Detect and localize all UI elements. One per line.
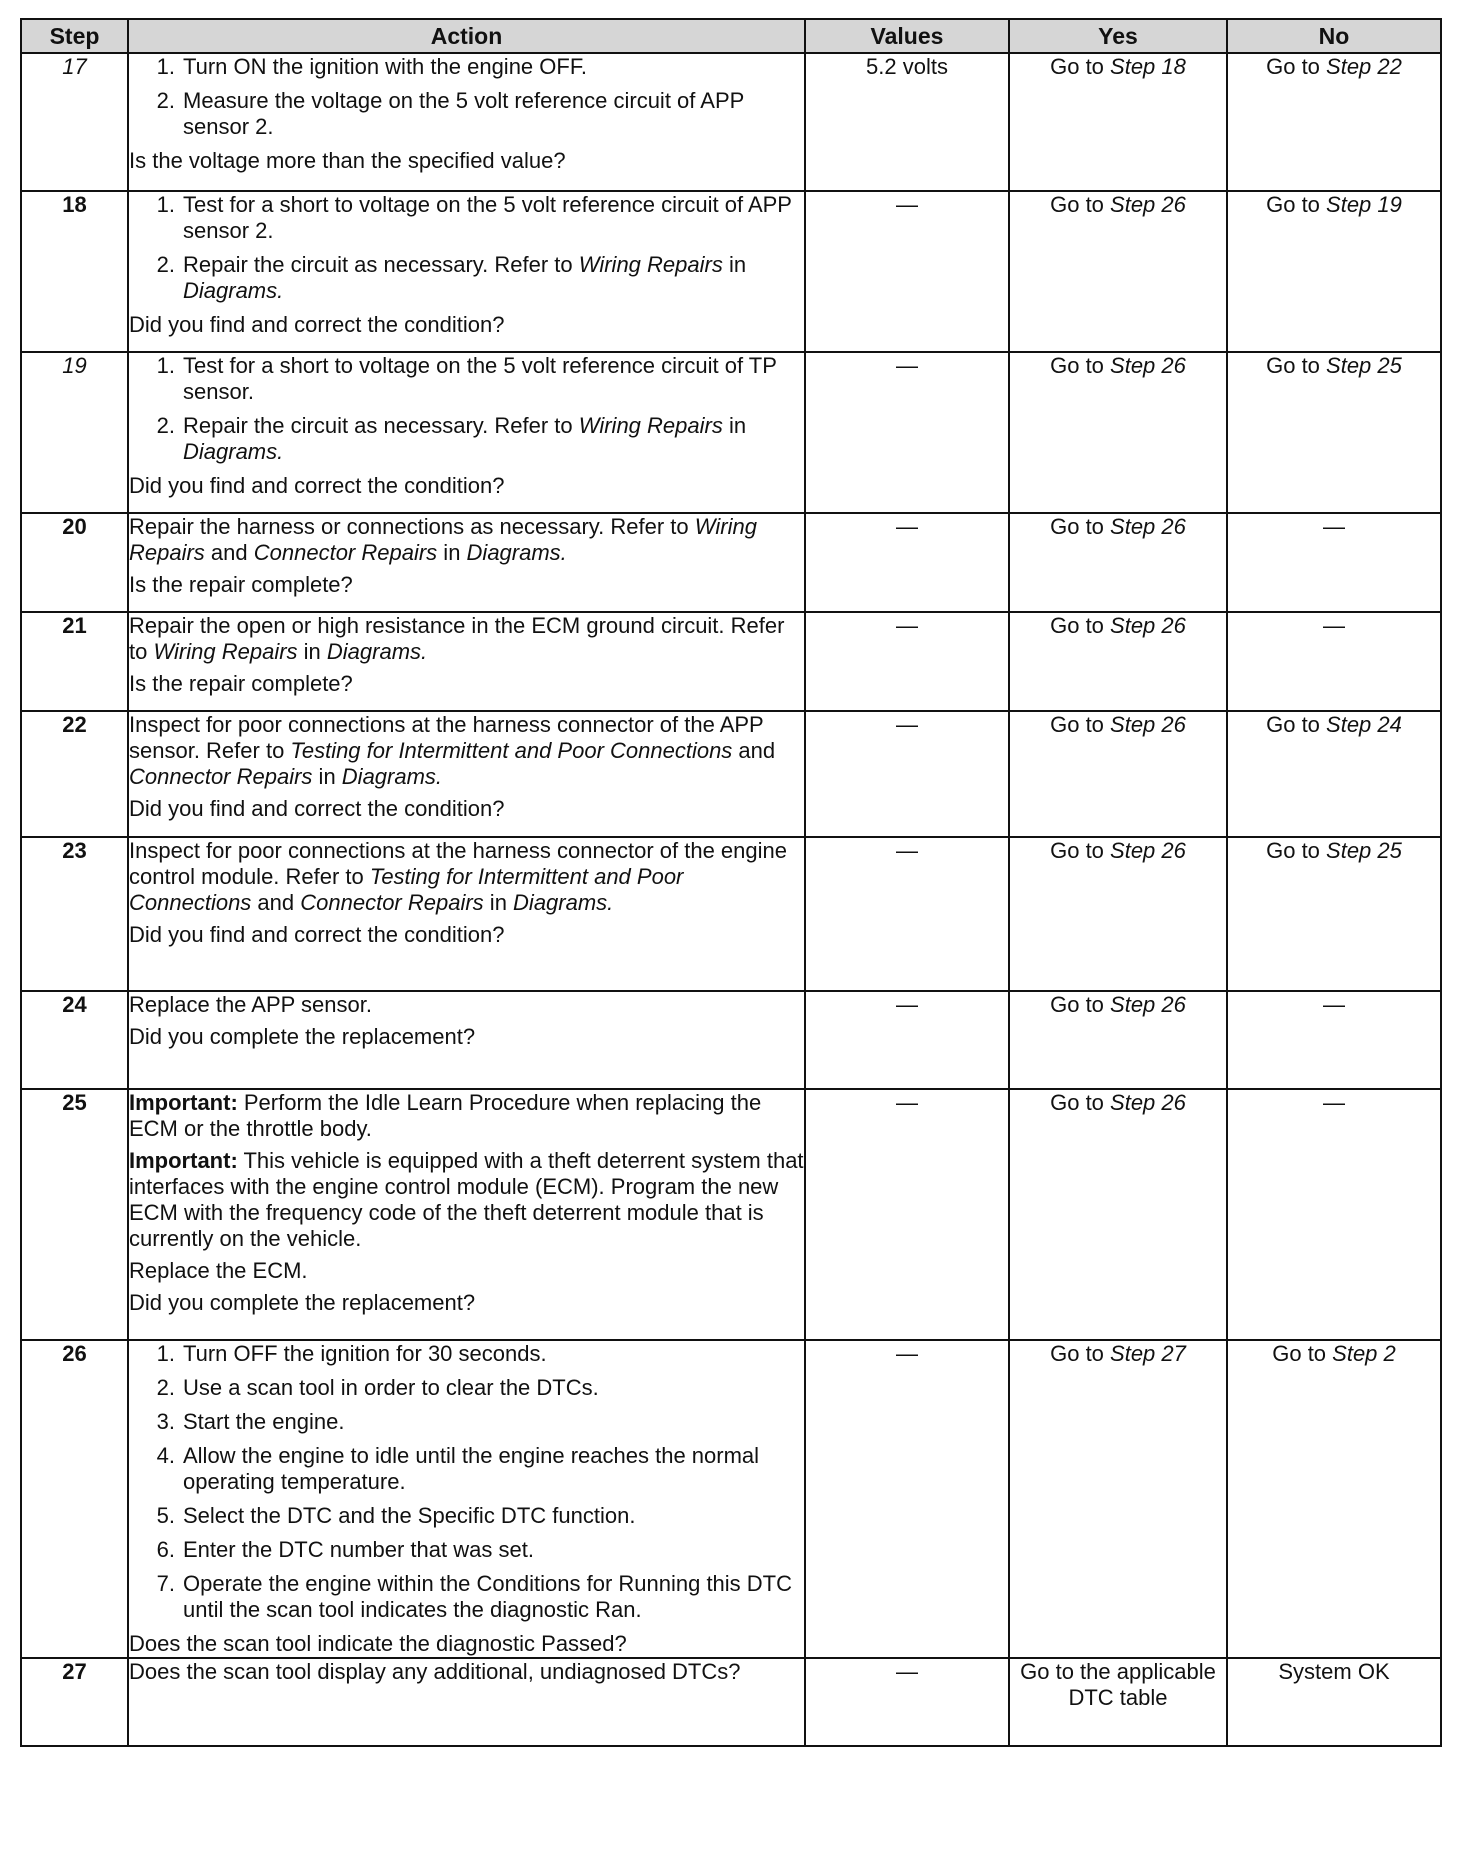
- action-cell: [128, 1658, 805, 1746]
- header-step: Step: [21, 19, 128, 53]
- yes-cell: Go to the applicable DTC table: [1009, 1658, 1227, 1746]
- yes-cell: Go to Step 26: [1009, 837, 1227, 991]
- table-row: [21, 53, 1441, 191]
- no-cell: —: [1227, 991, 1441, 1089]
- no-step-ref[interactable]: Step 25: [1326, 353, 1402, 378]
- no-cell: Go to Step 25: [1227, 837, 1441, 991]
- step-number: 21: [21, 612, 128, 711]
- action-item: Turn OFF the ignition for 30 seconds.: [183, 1341, 547, 1366]
- step-number: 17: [21, 53, 128, 191]
- value-cell: —: [805, 1340, 1009, 1658]
- no-cell: —: [1227, 513, 1441, 612]
- value-cell: —: [805, 612, 1009, 711]
- step-number: 22: [21, 711, 128, 837]
- yes-step-ref[interactable]: Step 26: [1110, 992, 1186, 1017]
- value-cell: —: [805, 513, 1009, 612]
- header-values: Values: [805, 19, 1009, 53]
- yes-cell: Go to Step 26: [1009, 352, 1227, 513]
- no-step-ref[interactable]: Step 25: [1326, 838, 1402, 863]
- header-no: No: [1227, 19, 1441, 53]
- action-cell: [128, 991, 805, 1089]
- action-cell: 1. Test for a short to voltage on the 5 volt reference circuit of APP sensor 2. 2. Repair the circuit as necessary. Refer to Wiring Repairs in Diagrams. Did you find and correct the condition?: [128, 191, 805, 352]
- table-row: [21, 711, 1441, 837]
- no-step-ref[interactable]: Step 19: [1326, 192, 1402, 217]
- yes-step-ref[interactable]: Step 26: [1110, 613, 1186, 638]
- step-number: 27: [21, 1658, 128, 1746]
- no-cell: Go to Step 24: [1227, 711, 1441, 837]
- step-number: 19: [21, 352, 128, 513]
- no-cell: Go to Step 25: [1227, 352, 1441, 513]
- table-row: [21, 612, 1441, 711]
- table-row: [21, 837, 1441, 991]
- yes-step-ref[interactable]: Step 26: [1110, 353, 1186, 378]
- action-question: Does the scan tool indicate the diagnostic Passed?: [129, 1631, 627, 1656]
- table-row: [21, 352, 1441, 513]
- yes-step-ref[interactable]: Step 27: [1110, 1341, 1186, 1366]
- yes-step-ref[interactable]: Step 18: [1110, 54, 1186, 79]
- yes-step-ref[interactable]: Step 26: [1110, 712, 1186, 737]
- table-row: [21, 991, 1441, 1089]
- action-cell: [128, 612, 805, 711]
- table-row: [21, 191, 1441, 352]
- step-number: 24: [21, 991, 128, 1089]
- value-cell: —: [805, 991, 1009, 1089]
- value-cell: —: [805, 352, 1009, 513]
- diagnostic-table: [20, 18, 1442, 1747]
- yes-step-ref[interactable]: Step 26: [1110, 1090, 1186, 1115]
- yes-cell: Go to Step 27: [1009, 1340, 1227, 1658]
- yes-cell: Go to Step 26: [1009, 191, 1227, 352]
- table-row: [21, 1340, 1441, 1658]
- action-question: Does the scan tool display any additional, undiagnosed DTCs?: [129, 1659, 741, 1684]
- action-question: Is the repair complete?: [129, 572, 353, 597]
- no-step-ref[interactable]: Step 24: [1326, 712, 1402, 737]
- action-item: Use a scan tool in order to clear the DTCs.: [183, 1375, 599, 1400]
- yes-cell: Go to Step 26: [1009, 711, 1227, 837]
- value-cell: —: [805, 1658, 1009, 1746]
- action-item: Operate the engine within the Conditions for Running this DTC until the scan tool indicates the diagnostic Ran.: [183, 1571, 793, 1622]
- header-row: [21, 19, 1441, 53]
- action-question: Is the repair complete?: [129, 671, 353, 696]
- yes-cell: Go to Step 26: [1009, 513, 1227, 612]
- table-row: [21, 1089, 1441, 1340]
- yes-step-ref[interactable]: Step 26: [1110, 514, 1186, 539]
- action-text: Repair the harness or connections as necessary. Refer to Wiring Repairs and Connector Repairs in Diagrams.: [129, 514, 757, 565]
- action-item: Test for a short to voltage on the 5 volt reference circuit of APP sensor 2.: [183, 192, 792, 243]
- no-cell: System OK: [1227, 1658, 1441, 1746]
- no-cell: —: [1227, 612, 1441, 711]
- action-cell: 1. Test for a short to voltage on the 5 volt reference circuit of TP sensor. 2. Repair the circuit as necessary. Refer to Wiring Repairs in Diagrams. Did you find and correct the condition?: [128, 352, 805, 513]
- action-text: Repair the open or high resistance in the ECM ground circuit. Refer to Wiring Repairs in Diagrams.: [129, 613, 785, 664]
- important-note: Important: Perform the Idle Learn Procedure when replacing the ECM or the throttle body.: [129, 1090, 762, 1141]
- no-step-ref[interactable]: Step 22: [1326, 54, 1402, 79]
- step-number: 25: [21, 1089, 128, 1340]
- action-cell: [128, 711, 805, 837]
- action-item: Start the engine.: [183, 1409, 345, 1434]
- action-item: Allow the engine to idle until the engine reaches the normal operating temperature.: [183, 1443, 760, 1494]
- yes-cell: Go to Step 26: [1009, 612, 1227, 711]
- action-cell: 1. Turn OFF the ignition for 30 seconds. 2. Use a scan tool in order to clear the DTCs. 3. Start the engine. 4. Allow the engine to idle until the engine reaches the normal operating temperature. 5. Select the DTC and the Specific DTC function. 6. Enter the DTC number that was set. 7. Operate the engine within the Conditions for Running this DTC until the scan tool indicates the diagnostic Ran. Does the scan tool indicate the diagnostic Passed?: [128, 1340, 805, 1658]
- step-number: 20: [21, 513, 128, 612]
- no-step-ref[interactable]: Step 2: [1332, 1341, 1396, 1366]
- no-cell: Go to Step 22: [1227, 53, 1441, 191]
- table-row: [21, 1658, 1441, 1746]
- action-text: Inspect for poor connections at the harness connector of the engine control module. Refer to Testing for Intermittent and Poor Connections and Connector Repairs in Diagrams.: [129, 838, 787, 915]
- step-number: 26: [21, 1340, 128, 1658]
- action-item: Turn ON the ignition with the engine OFF.: [183, 54, 587, 79]
- action-item: Select the DTC and the Specific DTC function.: [183, 1503, 636, 1528]
- action-text: Replace the ECM.: [129, 1258, 308, 1283]
- action-question: Did you find and correct the condition?: [129, 796, 505, 821]
- action-question: Did you complete the replacement?: [129, 1290, 476, 1315]
- action-question: Did you find and correct the condition?: [129, 473, 505, 498]
- header-action: Action: [128, 19, 805, 53]
- value-cell: —: [805, 837, 1009, 991]
- yes-cell: Go to Step 18: [1009, 53, 1227, 191]
- action-cell: [128, 837, 805, 991]
- action-item: Measure the voltage on the 5 volt reference circuit of APP sensor 2.: [183, 88, 744, 139]
- important-note: Important: This vehicle is equipped with a theft deterrent system that interfaces with the engine control module (ECM). Program the new ECM with the frequency code of the theft deterrent module that is currently on the vehicle.: [129, 1148, 804, 1251]
- action-cell: 1. Turn ON the ignition with the engine OFF. 2. Measure the voltage on the 5 volt reference circuit of APP sensor 2. Is the voltage more than the specified value?: [128, 53, 805, 191]
- step-number: 18: [21, 191, 128, 352]
- action-text: Inspect for poor connections at the harness connector of the APP sensor. Refer to Testing for Intermittent and Poor Connections and Connector Repairs in Diagrams.: [129, 712, 776, 789]
- no-cell: —: [1227, 1089, 1441, 1340]
- no-cell: Go to Step 2: [1227, 1340, 1441, 1658]
- action-question: Did you complete the replacement?: [129, 1024, 476, 1049]
- action-cell: [128, 1089, 805, 1340]
- action-question: Is the voltage more than the specified value?: [129, 148, 566, 173]
- yes-cell: Go to Step 26: [1009, 991, 1227, 1089]
- action-cell: [128, 513, 805, 612]
- value-cell: —: [805, 1089, 1009, 1340]
- table-row: [21, 513, 1441, 612]
- action-text: Replace the APP sensor.: [129, 992, 372, 1017]
- action-question: Did you find and correct the condition?: [129, 312, 505, 337]
- value-cell: —: [805, 191, 1009, 352]
- yes-cell: Go to Step 26: [1009, 1089, 1227, 1340]
- no-cell: Go to Step 19: [1227, 191, 1441, 352]
- action-question: Did you find and correct the condition?: [129, 922, 505, 947]
- header-yes: Yes: [1009, 19, 1227, 53]
- value-cell: 5.2 volts: [805, 53, 1009, 191]
- yes-step-ref[interactable]: Step 26: [1110, 192, 1186, 217]
- value-cell: —: [805, 711, 1009, 837]
- action-item: Test for a short to voltage on the 5 volt reference circuit of TP sensor.: [183, 353, 777, 404]
- step-number: 23: [21, 837, 128, 991]
- action-item: Enter the DTC number that was set.: [183, 1537, 534, 1562]
- yes-step-ref[interactable]: Step 26: [1110, 838, 1186, 863]
